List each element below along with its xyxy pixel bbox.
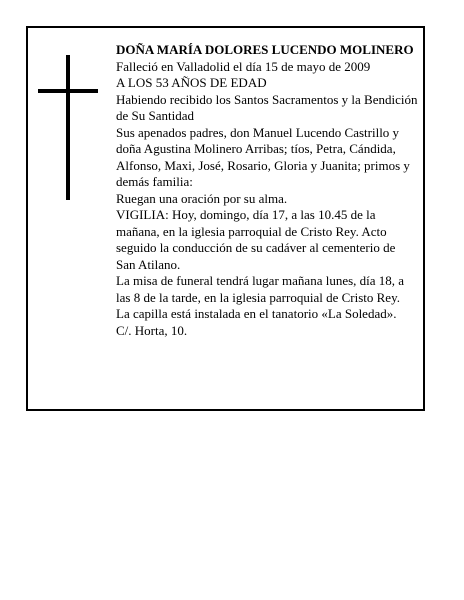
prayer-line: Ruegan una oración por su alma. bbox=[116, 190, 288, 206]
latin-cross-icon bbox=[38, 55, 98, 200]
cross-horizontal-bar bbox=[38, 89, 98, 93]
deceased-name: DOÑA MARÍA DOLORES LUCENDO MOLINERO bbox=[116, 42, 414, 57]
death-date-line: Falleció en Valladolid el día 15 de mayo de 2009 bbox=[116, 58, 371, 74]
obituary-notice bbox=[26, 26, 425, 411]
age-line: A LOS 53 AÑOS DE EDAD bbox=[116, 75, 267, 90]
cross-vertical-bar bbox=[66, 55, 70, 200]
family-line: Sus apenados padres, don Manuel Lucendo Castrillo y doña Agustina Molinero Arribas; tíos, Petra, Cándida, Alfonso, Maxi, José, Rosario, Gloria y Juanita; primos y demás familia: bbox=[116, 124, 410, 189]
funeral-line: La misa de funeral tendrá lugar mañana lunes, día 18, a las 8 de la tarde, en la iglesia parroquial de Cristo Rey. bbox=[116, 273, 405, 305]
vigil-line: VIGILIA: Hoy, domingo, día 17, a las 10.45 de la mañana, en la iglesia parroquial de Cristo Rey. Acto seguido la conducción de su cadáver al cementerio de San Atilano. bbox=[116, 207, 396, 272]
address-line: C/. Horta, 10. bbox=[116, 322, 188, 338]
notice-text-block bbox=[116, 42, 418, 339]
chapel-line: La capilla está instalada en el tanatorio «La Soledad». bbox=[116, 306, 397, 321]
sacraments-line: Habiendo recibido los Santos Sacramentos y la Bendición de Su Santidad bbox=[116, 91, 418, 123]
